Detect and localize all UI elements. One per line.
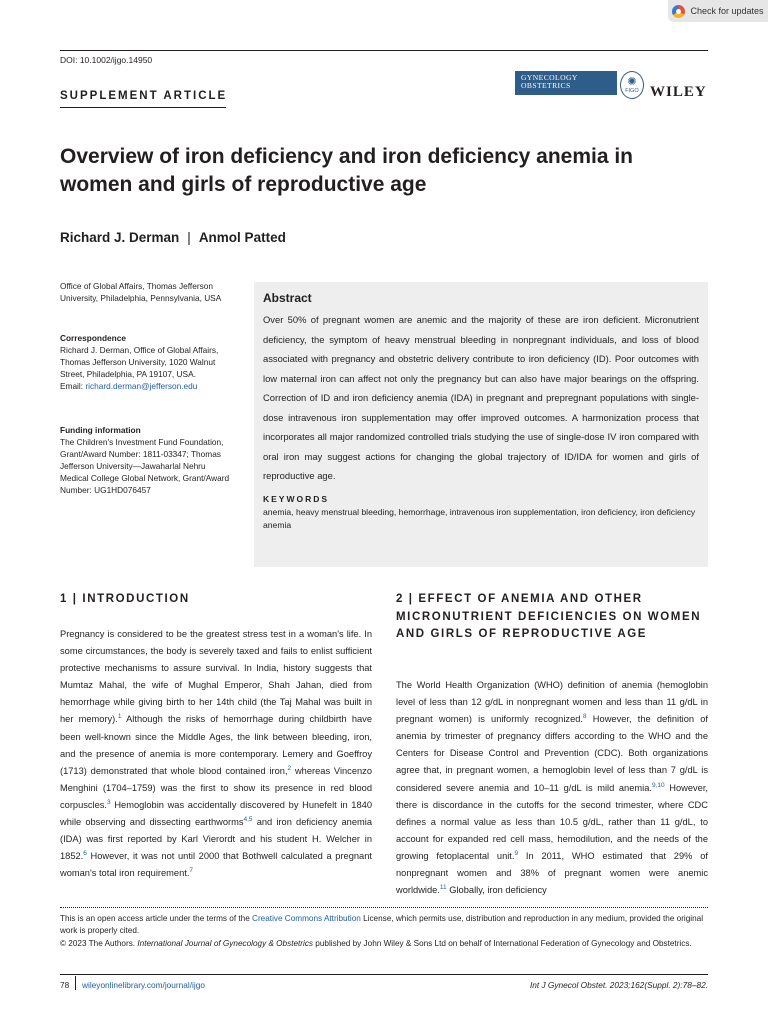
article-title: Overview of iron deficiency and iron deficiency anemia in women and girls of reproductive age <box>60 145 634 196</box>
citation-ref[interactable]: 4,5 <box>243 815 253 823</box>
section-1-body <box>60 626 372 882</box>
text-run: This is an open access article under the terms of the <box>60 914 253 923</box>
section-2-body <box>396 677 708 899</box>
page-number: 78 <box>60 980 70 990</box>
funding-heading: Funding information <box>60 425 141 435</box>
abstract-box <box>254 282 708 567</box>
text-run: However, there is discordance in the cutoffs for the second trimester, where CDC defines a normal value as less than 10.5 g/dL, rather than 11 g/dL, to account for expanded red cell mass, hemodilution, and the needs of the growing fetoplacental unit. <box>396 782 708 861</box>
keywords-list: anemia, heavy menstrual bleeding, hemorrhage, intravenous iron supplementation, iron deficiency, iron deficiency anemia <box>263 506 696 530</box>
copyright-text <box>60 938 708 950</box>
text-run: License, which permits use, distribution and reproduction in any medium, provided the original work is properly cited. <box>60 914 704 936</box>
affiliation: Office of Global Affairs, Thomas Jefferson University, Philadelphia, Pennsylvania, USA <box>60 281 222 304</box>
text-run: Although the risks of hemorrhage during childbirth have been well-known since the Middle Ages, the link between bleeding, iron, and the presence of anemia is more contemporary. Lemery and Goeffroy (1713) demonstrated that whole blood contained iron, <box>60 714 372 776</box>
section-1-paragraph <box>60 626 372 882</box>
citation-ref[interactable]: 7 <box>189 867 194 875</box>
crossmark-icon <box>672 5 685 18</box>
citation-ref[interactable]: 1 <box>117 713 122 721</box>
email-link[interactable]: richard.derman@jefferson.edu <box>85 381 198 392</box>
journal-logo[interactable] <box>515 71 617 95</box>
journal-url-link[interactable]: wileyonlinelibrary.com/journal/ijgo <box>82 980 205 990</box>
author-name[interactable]: Richard J. Derman <box>60 230 180 245</box>
journal-logo-line1: GYNECOLOGY <box>521 73 578 82</box>
journal-logo-line2: OBSTETRICS <box>521 81 571 90</box>
citation-ref[interactable]: 9 <box>514 849 519 857</box>
footer-separator <box>75 976 76 990</box>
correspondence <box>60 332 235 392</box>
cc-license-link[interactable]: Creative Commons Attribution <box>252 914 361 923</box>
citation-ref[interactable]: 11 <box>439 884 447 892</box>
article-citation: Int J Gynecol Obstet. 2023;162(Suppl. 2):78–82. <box>529 980 708 990</box>
article-type: SUPPLEMENT ARTICLE <box>60 90 228 102</box>
text-run: published by John Wiley & Sons Ltd on behalf of International Federation of Gynecology and Obstetrics. <box>313 938 692 948</box>
abstract-text: Over 50% of pregnant women are anemic and the majority of these are iron deficient. Micronutrient deficiency, the symptom of heavy menstrual bleeding in nonpregnant individuals, and loss of blood associated with pregnancy and obstetric delivery contribute to iron deficiency (ID). Poor outcomes with low maternal iron can affect not only the pregnancy but can also have major bearings on the offspring. Correction of ID and iron deficiency anemia (IDA) in pregnant and prepregnant populations with single-dose intravenous iron supplementation may offer improved outcomes. A harmonization process that incorporates all major randomized controlled trials studying the use of single-dose IV iron compared with oral iron may suggest actions for changing the global trajectory of ID/IDA for women and girls of reproductive age. <box>263 314 699 481</box>
footer-rule <box>60 974 708 975</box>
author-separator: | <box>187 230 191 245</box>
funding-text: The Children's Investment Fund Foundation, Grant/Award Number: 1811-03347; Thomas Jefferson University—Jawaharlal Nehru Medical College Global Network, Grant/Award Number: UG1HD076457 <box>60 437 230 496</box>
section-2-heading: 2 | EFFECT OF ANEMIA AND OTHER MICRONUTRIENT DEFICIENCIES ON WOMEN AND GIRLS OF REPRODUCTIVE AGE <box>396 593 702 640</box>
funding-information <box>60 424 235 497</box>
citation-ref[interactable]: 9,10 <box>651 781 665 789</box>
license-footnote <box>60 913 708 950</box>
correspondence-text: Richard J. Derman, Office of Global Affairs, Thomas Jefferson University, 1020 Walnut Street, Philadelphia, PA 19107, USA. <box>60 345 219 380</box>
abstract-heading: Abstract <box>263 291 312 305</box>
text-run: and iron deficiency anemia (IDA) was first reported by Karl Vierordt and his student H. Welcher in 1852. <box>60 817 372 862</box>
author-name[interactable]: Anmol Patted <box>198 230 286 245</box>
citation-ref[interactable]: 2 <box>287 764 292 772</box>
citation-ref[interactable]: 3 <box>107 798 111 806</box>
check-for-updates-label: Check for updates <box>690 6 764 16</box>
text-run: © 2023 The Authors. <box>60 938 138 948</box>
footnote-divider <box>60 907 708 908</box>
citation-ref[interactable]: 8 <box>583 713 587 721</box>
section-2-paragraph <box>396 677 708 899</box>
text-run: Globally, iron deficiency <box>446 885 547 896</box>
email-label: Email: <box>60 381 86 392</box>
author-list <box>60 230 286 245</box>
text-run: Hemoglobin was accidentally discovered by Hunefelt in 1840 while observing and dissecting earthworms <box>60 799 372 828</box>
article-type-underline <box>60 107 226 108</box>
publisher-logo[interactable]: WILEY <box>650 84 707 100</box>
license-text <box>60 913 708 938</box>
text-run: However, it was not until 2000 that Bothwell calculated a pregnant woman's total iron requirement. <box>60 851 372 879</box>
text-run: Pregnancy is considered to be the greatest stress test in a woman's life. In some circumstances, the body is severely taxed and fails to enlist sufficient protective mechanisms to assure survival. In India, history suggests that Mumtaz Mahal, the wife of Mughal Emperor, Shah Jahan, died from hemorrhage while giving birth to her 14th child (the Taj Mahal was built in her memory). <box>60 629 372 725</box>
citation-ref[interactable]: 6 <box>83 850 87 858</box>
figo-label: FIGO <box>625 87 639 94</box>
figo-emblem-icon: ✺ <box>627 75 637 88</box>
correspondence-heading: Correspondence <box>60 333 126 343</box>
text-run: However, the definition of anemia by trimester of pregnancy differs according to the WHO and the Centers for Disease Control and Prevention (CDC). Both organizations agree that, in pregnant women, a hemoglobin level of less than 7 g/dL is considered severe anemia and 10–11 g/dL is mild anemia. <box>396 714 709 793</box>
text-run: whereas Vincenzo Menghini (1704–1759) was the first to show its presence in red blood corpuscles. <box>60 765 372 810</box>
figo-logo <box>620 71 644 99</box>
text-run: The World Health Organization (WHO) definition of anemia (hemoglobin level of less than 12 g/dL in nonpregnant women and less than 11 g/dL in pregnant women) is uniformly recognized. <box>396 680 708 725</box>
doi[interactable]: DOI: 10.1002/ijgo.14950 <box>60 55 153 65</box>
journal-name: International Journal of Gynecology & Obstetrics <box>137 938 314 948</box>
header-rule <box>60 50 708 51</box>
section-1-heading: 1 | INTRODUCTION <box>60 593 190 605</box>
text-run: In 2011, WHO estimated that 29% of nonpregnant women and 38% of pregnant women were anemic worldwide. <box>396 850 708 896</box>
keywords-heading: KEYWORDS <box>263 493 330 504</box>
check-for-updates-button[interactable] <box>668 0 768 22</box>
